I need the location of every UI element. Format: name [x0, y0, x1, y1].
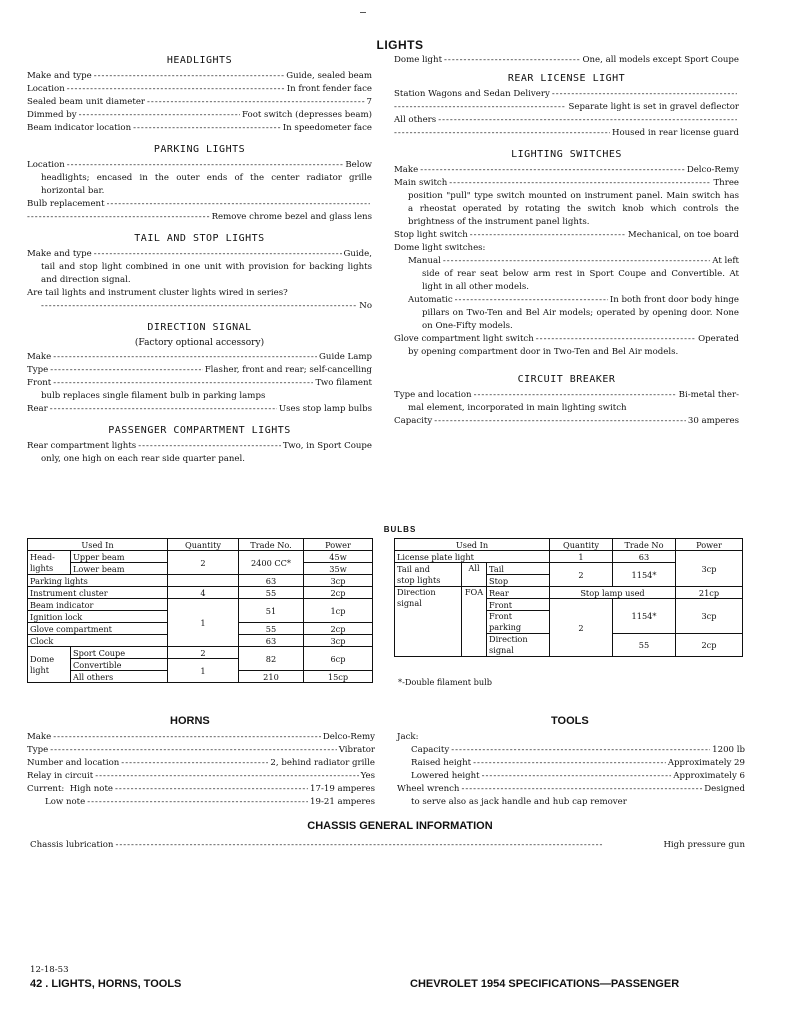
direction-front-row: Front ----- Two filament	[27, 377, 372, 390]
cell-others-power: 15cp	[304, 671, 373, 683]
cell-head-qty: 2	[168, 551, 239, 575]
cell-cluster-trade: 55	[239, 587, 304, 599]
footer-date: 12-18-53	[30, 965, 69, 975]
direction-type-row: Type ----- Flasher, front and rear; self-cancelling	[27, 364, 372, 377]
breaker-heading: CIRCUIT BREAKER	[517, 374, 616, 385]
bulbs-table-left	[27, 538, 373, 683]
header-quantity-r: Quantity	[550, 539, 613, 551]
switches-make-row: Make ----- Delco-Remy	[394, 164, 739, 177]
horns-section	[27, 731, 375, 809]
cell-sport: Sport Coupe	[71, 647, 168, 659]
headlights-make-row: Make and type ----- Guide, sealed beam	[27, 70, 372, 83]
header-power: Power	[304, 539, 373, 551]
cell-tail-trade: 1154*	[613, 563, 676, 587]
table-row	[395, 551, 743, 563]
header-power-r: Power	[676, 539, 743, 551]
table-row	[28, 587, 373, 599]
tail-make-cont: tail and stop light combined in one unit with provision for backing lights and direction signal.	[41, 262, 372, 285]
parking-bulb-value-row: ----- Remove chrome bezel and glass lens	[27, 211, 372, 224]
cell-all: All	[462, 563, 487, 587]
cell-lower-beam: Lower beam	[71, 563, 168, 575]
cell-ignition: Ignition lock	[28, 611, 168, 623]
cell-dsig-trade: 55	[613, 634, 676, 657]
page-title: LIGHTS	[376, 38, 424, 52]
tools-heading: TOOLS	[551, 715, 589, 727]
table-row	[28, 539, 373, 551]
cell-direction-signal: Direction signal	[487, 634, 550, 657]
bulbs-title: BULBS	[383, 525, 417, 534]
horns-heading: HORNS	[170, 715, 210, 727]
table-row	[395, 587, 743, 599]
headlights-dimmed-row: Dimmed by ----- Foot switch (depresses beam)	[27, 109, 372, 122]
direction-rear-row: Rear ----- Uses stop lamp bulbs	[27, 403, 372, 416]
cell-convertible: Convertible	[71, 659, 168, 671]
chassis-lube-row: Chassis lubrication ----- High pressure gun	[30, 839, 745, 852]
horns-current-row: Current: High note ----- 17-19 amperes	[27, 783, 375, 796]
parking-location-cont: headlights; encased in the outer ends of the center radiator grille horizontal bar.	[41, 173, 372, 196]
horns-type-row: Type ----- Vibrator	[27, 744, 375, 757]
tail-series-row: Are tail lights and instrument cluster lights wired in series?	[27, 288, 288, 298]
direction-heading: DIRECTION SIGNAL	[147, 322, 252, 333]
cell-tail-qty: 2	[550, 563, 613, 587]
cell-tail-stop: Tail and stop lights	[395, 563, 462, 587]
dome-row: Dome light ----- One, all models except Sport Coupe	[394, 54, 739, 67]
horns-make-row: Make ----- Delco-Remy	[27, 731, 375, 744]
cell-beam-trade: 51	[239, 599, 304, 623]
tools-section	[397, 731, 745, 809]
cell-upper-power: 45w	[304, 551, 373, 563]
cell-fp-qty: 2	[550, 599, 613, 657]
bulbs-note: *-Double filament bulb	[398, 677, 493, 687]
cell-rear: Rear	[487, 587, 550, 599]
cell-glove: Glove compartment	[28, 623, 168, 635]
bulbs-table-right	[394, 538, 743, 657]
horns-number-row: Number and location ----- 2, behind radiator grille	[27, 757, 375, 770]
cell-beam-power: 1cp	[304, 599, 373, 623]
switches-stop-row: Stop light switch ----- Mechanical, on toe board	[394, 229, 739, 242]
tools-raised-row: Raised height ----- Approximately 29	[397, 757, 745, 770]
cell-conv-qty: 1	[168, 659, 239, 683]
top-mark	[360, 12, 366, 13]
table-row	[395, 539, 743, 551]
cell-dome-trade: 82	[239, 647, 304, 671]
cell-license: License plate light	[395, 551, 550, 563]
tools-wrench-cont: to serve also as jack handle and hub cap remover	[411, 797, 627, 807]
cell-parking: Parking lights	[28, 575, 168, 587]
switches-main-cont: position "pull" type switch mounted on instrument panel. Main switch has a rheostat operated by rotating the switch knob which controls the brightness of the instrument panel lights.	[408, 191, 739, 227]
table-row	[28, 575, 373, 587]
license-wagons-row: Station Wagons and Sedan Delivery -----	[394, 88, 739, 101]
switches-heading: LIGHTING SWITCHES	[511, 149, 622, 160]
direction-front-cont: bulb replaces single filament bulb in parking lamps	[41, 391, 266, 401]
cell-cluster: Instrument cluster	[28, 587, 168, 599]
cell-headlights: Head- lights	[28, 551, 71, 575]
cell-parking-power: 3cp	[304, 575, 373, 587]
cell-dsig-power: 2cp	[676, 634, 743, 657]
cell-others: All others	[71, 671, 168, 683]
cell-glove-trade: 55	[239, 623, 304, 635]
cell-others-trade: 210	[239, 671, 304, 683]
tools-jack-label: Jack:	[397, 732, 419, 742]
cell-rear-power: 21cp	[676, 587, 743, 599]
cell-direction: Direction signal	[395, 587, 462, 657]
header-used-in-r: Used In	[395, 539, 550, 551]
cell-clock: Clock	[28, 635, 168, 647]
switches-manual-row: Manual ----- At left	[394, 255, 739, 268]
tools-capacity-row: Capacity ----- 1200 lb	[397, 744, 745, 757]
parking-bulb-row: Bulb replacement -----	[27, 198, 372, 211]
cell-stop: Stop	[487, 575, 550, 587]
license-wagons-value-row: ----- Separate light is set in gravel deflector	[394, 101, 739, 114]
direction-subheading: (Factory optional accessory)	[134, 338, 265, 348]
cell-upper-beam: Upper beam	[71, 551, 168, 563]
cell-clock-power: 3cp	[304, 635, 373, 647]
horns-relay-row: Relay in circuit ----- Yes	[27, 770, 375, 783]
cell-front-parking: Front parking	[487, 611, 550, 634]
header-trade-r: Trade No	[613, 539, 676, 551]
passenger-rear-row: Rear compartment lights ----- Two, in Sport Coupe	[27, 440, 372, 453]
passenger-rear-cont: only, one high on each rear side quarter panel.	[41, 454, 245, 464]
cell-fp-trade: 1154*	[613, 599, 676, 634]
cell-dome: Dome light	[28, 647, 71, 683]
cell-head-trade: 2400 CC*	[239, 551, 304, 575]
direction-make-row: Make ----- Guide Lamp	[27, 351, 372, 364]
tail-heading: TAIL AND STOP LIGHTS	[134, 233, 265, 244]
switches-glove-cont: by opening compartment door in Two-Ten and Bel Air models.	[408, 347, 679, 357]
cell-clock-trade: 63	[239, 635, 304, 647]
cell-glove-power: 2cp	[304, 623, 373, 635]
right-column	[394, 54, 739, 428]
tail-make-row: Make and type ----- Guide,	[27, 248, 372, 261]
headlights-location-row: Location ----- In front fender face	[27, 83, 372, 96]
footer-right: CHEVROLET 1954 SPECIFICATIONS—PASSENGER	[410, 978, 680, 990]
cell-fp-power: 3cp	[676, 599, 743, 634]
cell-group-qty: 1	[168, 599, 239, 647]
license-others-row: All others -----	[394, 114, 739, 127]
headlights-heading: HEADLIGHTS	[166, 55, 233, 66]
license-others-value-row: ----- Housed in rear license guard	[394, 127, 739, 140]
headlights-beam-row: Beam indicator location ----- In speedometer face	[27, 122, 372, 135]
cell-front: Front	[487, 599, 550, 611]
tail-series-value-row: ----- No	[27, 300, 372, 313]
switches-manual-cont: side of rear seat below arm rest in Sport Coupe and Convertible. At light in all other models.	[422, 269, 739, 292]
tools-lowered-row: Lowered height ----- Approximately 6	[397, 770, 745, 783]
cell-sport-qty: 2	[168, 647, 239, 659]
header-quantity: Quantity	[168, 539, 239, 551]
cell-parking-trade: 63	[239, 575, 304, 587]
cell-cluster-power: 2cp	[304, 587, 373, 599]
cell-dome-power: 6cp	[304, 647, 373, 671]
cell-rear-trade: Stop lamp used	[550, 587, 676, 599]
breaker-capacity-row: Capacity ----- 30 amperes	[394, 415, 739, 428]
chassis-heading: CHASSIS GENERAL INFORMATION	[307, 820, 493, 832]
breaker-type-row: Type and location ----- Bi-metal ther-	[394, 389, 739, 402]
horns-low-row: Low note ----- 19-21 amperes	[27, 796, 375, 809]
table-row	[28, 647, 373, 659]
table-row	[28, 551, 373, 563]
cell-foa: FOA	[462, 587, 487, 657]
cell-beam: Beam indicator	[28, 599, 168, 611]
switches-auto-cont: pillars on Two-Ten and Bel Air models; operated by opening door. None on One-Fifty models.	[422, 308, 739, 331]
parking-location-row: Location ----- Below	[27, 159, 372, 172]
switches-dome-label: Dome light switches:	[394, 243, 486, 253]
passenger-heading: PASSENGER COMPARTMENT LIGHTS	[108, 425, 291, 436]
header-trade: Trade No.	[239, 539, 304, 551]
chassis-section	[30, 839, 745, 852]
cell-license-trade: 63	[613, 551, 676, 563]
cell-cluster-qty: 4	[168, 587, 239, 599]
license-heading: REAR LICENSE LIGHT	[507, 73, 626, 84]
cell-license-qty: 1	[550, 551, 613, 563]
left-column	[27, 54, 372, 466]
switches-main-row: Main switch ----- Three	[394, 177, 739, 190]
header-used-in: Used In	[28, 539, 168, 551]
cell-lower-power: 35w	[304, 563, 373, 575]
cell-license-power: 3cp	[676, 551, 743, 587]
switches-glove-row: Glove compartment light switch ----- Operated	[394, 333, 739, 346]
breaker-type-cont: mal element, incorporated in main lighting switch	[408, 403, 627, 413]
switches-auto-row: Automatic ----- In both front door body hinge	[394, 294, 739, 307]
cell-tail: Tail	[487, 563, 550, 575]
table-row	[28, 599, 373, 611]
footer-left: 42 . LIGHTS, HORNS, TOOLS	[30, 978, 182, 990]
tools-wrench-row: Wheel wrench ----- Designed	[397, 783, 745, 796]
parking-heading: PARKING LIGHTS	[153, 144, 246, 155]
headlights-diameter-row: Sealed beam unit diameter ----- 7	[27, 96, 372, 109]
